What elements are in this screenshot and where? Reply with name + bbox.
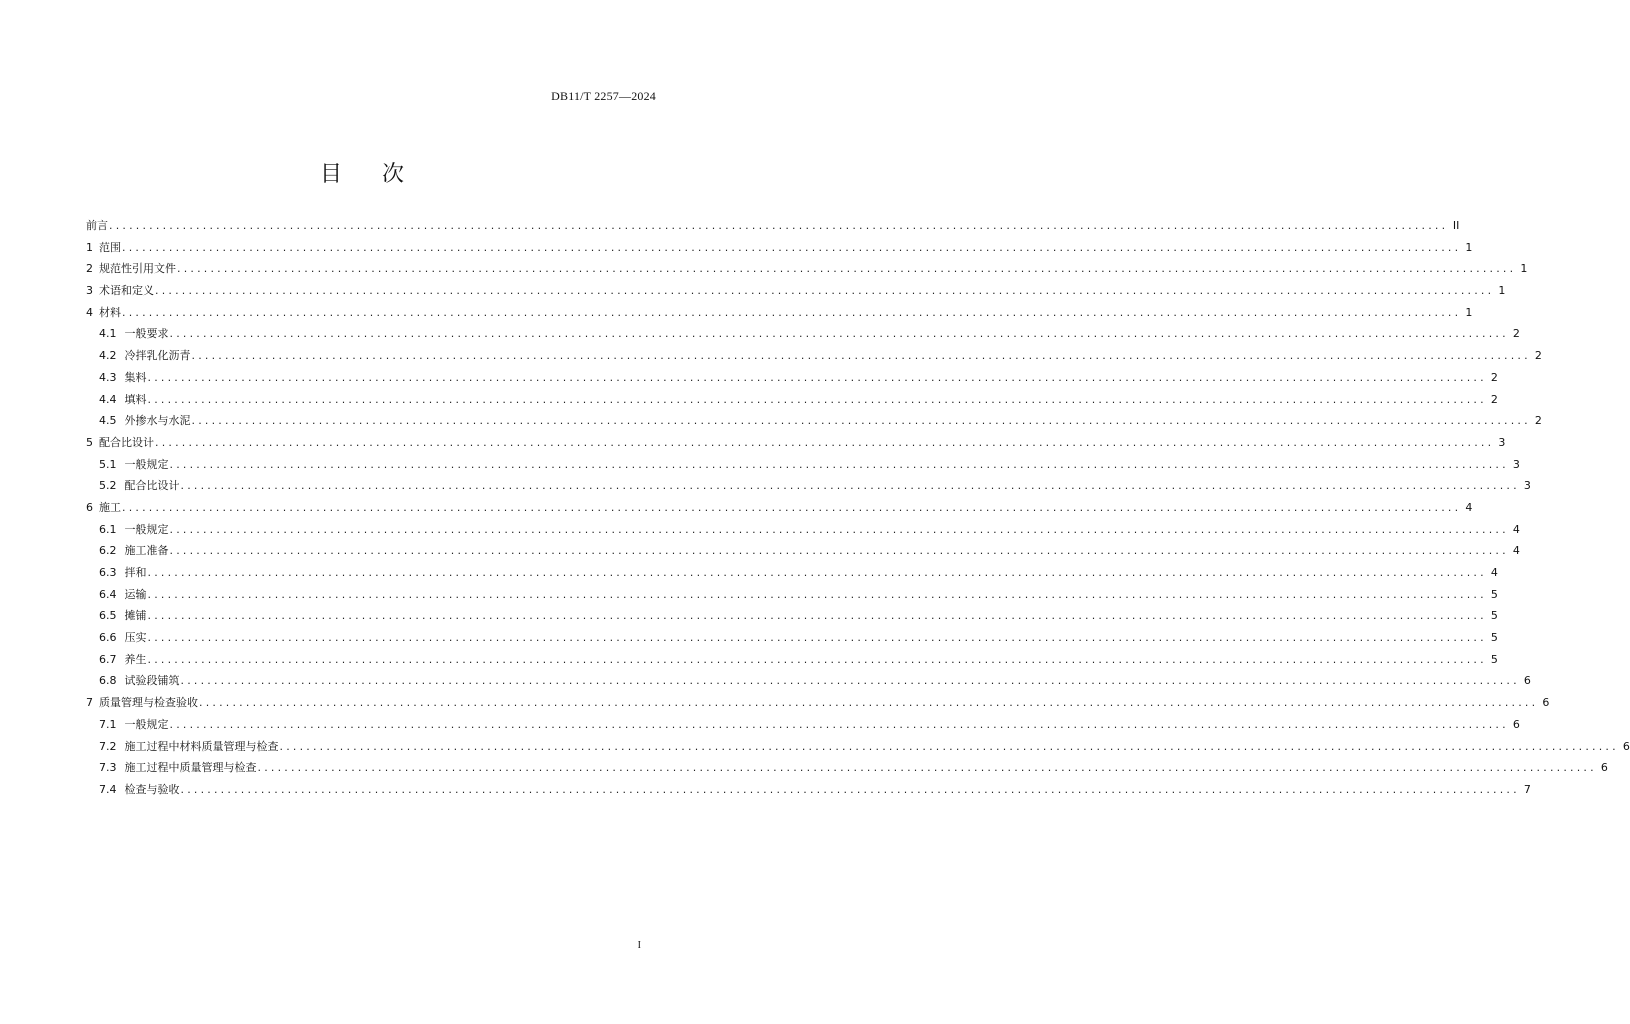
toc-entry-label: 一般要求	[124, 327, 169, 341]
toc-subentry[interactable]	[86, 716, 1520, 738]
toc-subentry[interactable]	[86, 347, 1542, 369]
toc-entry-number: 5.1	[99, 457, 117, 471]
toc-page-number: 4	[1465, 500, 1473, 514]
toc-subentry[interactable]	[86, 564, 1498, 586]
toc-entry[interactable]	[86, 239, 1473, 261]
toc-entry-number: 6.5	[99, 609, 117, 623]
toc-entry-number: 4.2	[99, 349, 117, 363]
dot-leader: ........................................................................................................................................................................................................	[169, 327, 1509, 341]
dot-leader: ........................................................................................................................................................................................................	[257, 761, 1597, 775]
toc-page-number: 1	[1465, 305, 1473, 319]
toc-subentry[interactable]	[86, 672, 1531, 694]
toc-entry[interactable]	[86, 499, 1473, 521]
toc-entry-number: 1	[86, 240, 93, 254]
dot-leader: ........................................................................................................................................................................................................	[147, 370, 1487, 384]
toc-entry[interactable]	[86, 434, 1506, 456]
dot-leader: ........................................................................................................................................................................................................	[147, 652, 1487, 666]
page-number: I	[637, 940, 641, 951]
dot-leader: ........................................................................................................................................................................................................	[122, 500, 1462, 514]
toc-entry-label: 施工过程中质量管理与检查	[124, 761, 257, 775]
toc-page-number: 2	[1534, 349, 1542, 363]
toc-entry-label: 一般规定	[124, 717, 169, 731]
dot-leader: ........................................................................................................................................................................................................	[169, 457, 1509, 471]
toc-subentry[interactable]	[86, 412, 1542, 434]
toc-entry-label: 集料	[124, 370, 147, 384]
toc-entry[interactable]	[86, 282, 1506, 304]
toc-entry-label: 一般规定	[124, 522, 169, 536]
toc-entry[interactable]	[86, 694, 1550, 716]
toc-entry-number: 4.1	[99, 327, 117, 341]
document-code: DB11/T 2257—2024	[551, 89, 656, 103]
toc-entry-number: 7.1	[99, 717, 117, 731]
toc-page-number: II	[1452, 219, 1460, 232]
dot-leader: ........................................................................................................................................................................................................	[199, 696, 1539, 710]
table-of-contents	[86, 217, 1630, 803]
toc-subentry[interactable]	[86, 391, 1498, 413]
toc-entry-label: 压实	[124, 631, 147, 645]
toc-subentry[interactable]	[86, 607, 1498, 629]
dot-leader: ........................................................................................................................................................................................................	[147, 566, 1487, 579]
dot-leader: ........................................................................................................................................................................................................	[279, 739, 1619, 753]
toc-entry-label: 配合比设计	[99, 435, 154, 449]
dot-leader: ........................................................................................................................................................................................................	[122, 240, 1462, 254]
dot-leader: ........................................................................................................................................................................................................	[191, 349, 1531, 363]
toc-entry-number: 6.6	[99, 631, 117, 645]
toc-entry-number: 6.7	[99, 652, 117, 666]
toc-page-number: 3	[1512, 457, 1520, 471]
dot-leader: ........................................................................................................................................................................................................	[155, 284, 1495, 298]
toc-page-number: 1	[1498, 284, 1506, 298]
page-title: 目次	[319, 162, 444, 187]
dot-leader: ........................................................................................................................................................................................................	[147, 587, 1487, 601]
toc-subentry[interactable]	[86, 369, 1498, 391]
dot-leader: ........................................................................................................................................................................................................	[169, 717, 1509, 731]
toc-subentry[interactable]	[86, 738, 1630, 760]
dot-leader: ........................................................................................................................................................................................................	[180, 674, 1520, 688]
toc-entry-label: 术语和定义	[99, 284, 154, 298]
toc-entry-label: 摊铺	[124, 609, 147, 623]
toc-subentry[interactable]	[86, 456, 1520, 478]
toc-page-number: 5	[1490, 652, 1498, 666]
toc-subentry[interactable]	[86, 759, 1608, 781]
toc-page-number: 6	[1600, 761, 1608, 775]
toc-entry-number: 7.4	[99, 782, 117, 796]
toc-entry-number: 4	[86, 305, 93, 319]
dot-leader: ........................................................................................................................................................................................................	[180, 782, 1520, 796]
dot-leader: ........................................................................................................................................................................................................	[147, 609, 1487, 623]
toc-entry-number: 6.8	[99, 674, 117, 688]
toc-page-number: 6	[1542, 696, 1550, 710]
toc-entry-label: 材料	[99, 305, 121, 319]
toc-page-number: 4	[1490, 566, 1498, 579]
toc-subentry[interactable]	[86, 542, 1520, 564]
toc-entry-label: 运输	[124, 587, 147, 601]
toc-entry-number: 6.3	[99, 566, 117, 579]
toc-page-number: 2	[1490, 392, 1498, 406]
toc-subentry[interactable]	[86, 586, 1498, 608]
toc-entry-label: 施工过程中材料质量管理与检查	[124, 739, 279, 753]
dot-leader: ........................................................................................................................................................................................................	[147, 392, 1487, 406]
toc-entry-label: 配合比设计	[124, 479, 180, 493]
toc-entry-label: 拌和	[124, 566, 147, 579]
toc-entry-number: 7	[86, 696, 93, 710]
dot-leader: ........................................................................................................................................................................................................	[180, 479, 1520, 493]
dot-leader: ........................................................................................................................................................................................................	[147, 631, 1487, 645]
dot-leader: ........................................................................................................................................................................................................	[177, 262, 1517, 276]
toc-subentry[interactable]	[86, 651, 1498, 673]
toc-page-number: 6	[1622, 739, 1630, 753]
toc-page-number: 5	[1490, 587, 1498, 601]
toc-entry-label: 外掺水与水泥	[124, 414, 191, 428]
dot-leader: ........................................................................................................................................................................................................	[109, 219, 1449, 232]
toc-subentry[interactable]	[86, 629, 1498, 651]
toc-entry-number: 6	[86, 500, 93, 514]
toc-entry[interactable]	[86, 217, 1460, 239]
dot-leader: ........................................................................................................................................................................................................	[169, 544, 1509, 558]
toc-entry-label: 质量管理与检查验收	[99, 696, 198, 710]
toc-page-number: 2	[1534, 414, 1542, 428]
toc-entry-label: 施工	[99, 500, 121, 514]
toc-entry-number: 6.1	[99, 522, 117, 536]
toc-page-number: 1	[1520, 262, 1528, 276]
toc-entry-number: 7.2	[99, 739, 117, 753]
toc-subentry[interactable]	[86, 521, 1520, 543]
toc-page-number: 2	[1512, 327, 1520, 341]
toc-entry-label: 一般规定	[124, 457, 169, 471]
toc-entry-label: 施工准备	[124, 544, 169, 558]
toc-entry[interactable]	[86, 304, 1473, 326]
toc-entry-label: 填料	[124, 392, 147, 406]
toc-page-number: 7	[1523, 782, 1531, 796]
toc-entry-label: 试验段铺筑	[124, 674, 180, 688]
toc-entry-label: 范围	[99, 240, 121, 254]
toc-page-number: 6	[1523, 674, 1531, 688]
toc-page-number: 4	[1512, 544, 1520, 558]
toc-entry-number: 5	[86, 435, 93, 449]
toc-entry-number: 6.4	[99, 587, 117, 601]
toc-entry-label: 前言	[86, 219, 108, 232]
dot-leader: ........................................................................................................................................................................................................	[169, 522, 1509, 536]
toc-entry-label: 检查与验收	[124, 782, 180, 796]
toc-subentry[interactable]	[86, 477, 1531, 499]
dot-leader: ........................................................................................................................................................................................................	[155, 435, 1495, 449]
toc-entry-number: 7.3	[99, 761, 117, 775]
toc-entry-number: 4.3	[99, 370, 117, 384]
dot-leader: ........................................................................................................................................................................................................	[191, 414, 1531, 428]
toc-entry-number: 5.2	[99, 479, 117, 493]
toc-entry-number: 6.2	[99, 544, 117, 558]
toc-entry-number: 3	[86, 284, 93, 298]
toc-page-number: 2	[1490, 370, 1498, 384]
toc-page-number: 6	[1512, 717, 1520, 731]
toc-entry-label: 养生	[124, 652, 147, 666]
toc-page-number: 4	[1512, 522, 1520, 536]
dot-leader: ........................................................................................................................................................................................................	[122, 305, 1462, 319]
toc-page-number: 5	[1490, 609, 1498, 623]
toc-page-number: 5	[1490, 631, 1498, 645]
toc-entry-number: 4.5	[99, 414, 117, 428]
toc-entry-number: 4.4	[99, 392, 117, 406]
toc-entry-label: 规范性引用文件	[99, 262, 176, 276]
toc-subentry[interactable]	[86, 325, 1520, 347]
toc-page-number: 3	[1523, 479, 1531, 493]
toc-subentry[interactable]	[86, 781, 1531, 803]
toc-entry[interactable]	[86, 260, 1528, 282]
toc-entry-number: 2	[86, 262, 93, 276]
toc-page-number: 1	[1465, 240, 1473, 254]
toc-entry-label: 冷拌乳化沥青	[124, 349, 191, 363]
toc-page-number: 3	[1498, 435, 1506, 449]
